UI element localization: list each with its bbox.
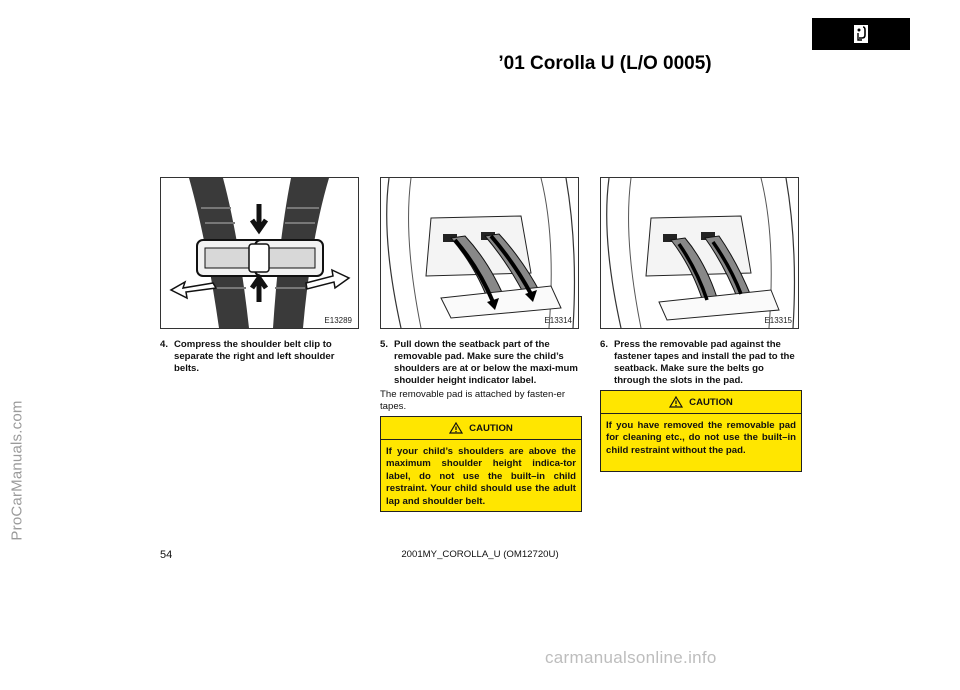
caution-text: If you have removed the removable pad for cleaning etc., do not use the built–in child restraint without the pad.: [606, 420, 796, 456]
caution-box-shoulder-height: [380, 416, 582, 512]
caution-heading: CAUTION: [689, 396, 733, 408]
step-6: [600, 339, 800, 387]
document-title: ’01 Corolla U (L/O 0005): [498, 53, 712, 74]
caution-box-removed-pad: [600, 390, 802, 472]
figure-press-pad: [600, 177, 799, 329]
step-number: 4.: [160, 339, 169, 350]
figure-code: E13314: [544, 316, 572, 325]
section-tab: [812, 18, 910, 50]
step-text: Pull down the seatback part of the removable pad. Make sure the child’s shoulders are at or below the maxi-mum shoulder height indicator label.: [394, 339, 578, 386]
warning-triangle-icon: [449, 422, 463, 434]
caution-heading: CAUTION: [469, 422, 513, 434]
seatback-press-illustration: [601, 178, 798, 328]
warning-triangle-icon: [669, 396, 683, 408]
belt-clip-illustration: [161, 178, 358, 328]
figure-code: E13289: [324, 316, 352, 325]
step-4: [160, 339, 360, 375]
step-5: [380, 339, 580, 387]
side-watermark: [2, 250, 32, 690]
child-seat-icon: [853, 24, 869, 44]
side-watermark-text: ProCarManuals.com: [8, 399, 26, 541]
caution-header: [601, 391, 801, 414]
figure-pull-pad: [380, 177, 579, 329]
step-text: Press the removable pad against the fastener tapes and install the pad to the seatback. Make sure the belts go through the slots in the pad.: [614, 339, 795, 386]
step-5-note: The removable pad is attached by fasten-er tapes.: [380, 389, 566, 412]
seatback-pull-illustration: [381, 178, 578, 328]
figure-code: E13315: [764, 316, 792, 325]
page-number: 54: [160, 549, 173, 561]
figure-belt-clip: [160, 177, 359, 329]
footer-document-code: 2001MY_COROLLA_U (OM12720U): [401, 549, 559, 560]
step-number: 5.: [380, 339, 389, 350]
caution-text: If your child’s shoulders are above the maximum shoulder height indica-tor label, do not use the built–in child restraint. Your child should use the adult lap and shoulder belt.: [386, 446, 576, 507]
bottom-watermark: carmanualsonline.info: [545, 648, 717, 667]
step-text: Compress the shoulder belt clip to separate the right and left shoulder belts.: [174, 339, 335, 374]
step-number: 6.: [600, 339, 609, 350]
caution-header: [381, 417, 581, 440]
